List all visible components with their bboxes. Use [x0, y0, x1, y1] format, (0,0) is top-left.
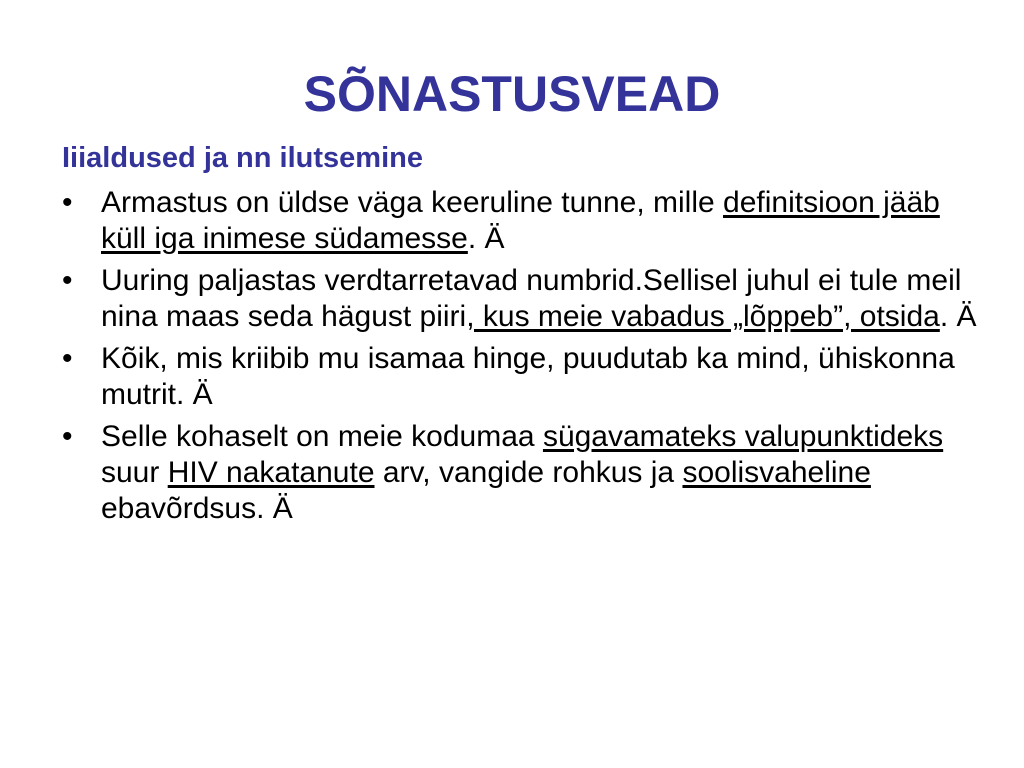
underlined-phrase: definitsioon jääb küll iga inimese südamesse: [101, 186, 940, 255]
bullet-text: Selle kohaselt on meie kodumaa: [101, 420, 543, 453]
bullet-marker: •: [62, 264, 73, 297]
bullet-list: [62, 185, 982, 533]
bullet-item: [62, 185, 982, 257]
underlined-phrase: HIV nakatanute: [167, 456, 375, 489]
slide-subtitle: Iiialdused ja nn ilutsemine: [62, 142, 423, 174]
bullet-text: suur: [101, 456, 168, 489]
bullet-text: Kõik, mis kriibib mu isamaa hinge, puudutab ka mind, ühiskonna mutrit. Ä: [101, 342, 955, 411]
bullet-text: arv, vangide rohkus ja: [374, 456, 683, 489]
bullet-marker: •: [62, 420, 73, 453]
bullet-item: [62, 419, 982, 527]
bullet-text: Uuring paljastas verdtarretavad numbrid.Sellisel juhul ei tule meil nina maas seda hägust piiri: [101, 264, 962, 333]
underlined-phrase: , kus meie vabadus „lõppeb”, otsida: [466, 300, 940, 333]
bullet-item: [62, 263, 982, 335]
bullet-marker: •: [62, 342, 73, 375]
bullet-text: . Ä: [939, 300, 977, 333]
bullet-text: . Ä: [467, 222, 505, 255]
bullet-text: Armastus on üldse väga keeruline tunne, mille: [101, 186, 724, 219]
bullet-marker: •: [62, 186, 73, 219]
underlined-phrase: sügavamateks valupunktideks: [542, 420, 944, 453]
bullet-text: ebavõrdsus. Ä: [101, 492, 293, 525]
bullet-item: [62, 341, 982, 413]
slide-title: SÕNASTUSVEAD: [303, 66, 721, 122]
underlined-phrase: soolisvaheline: [682, 456, 871, 489]
